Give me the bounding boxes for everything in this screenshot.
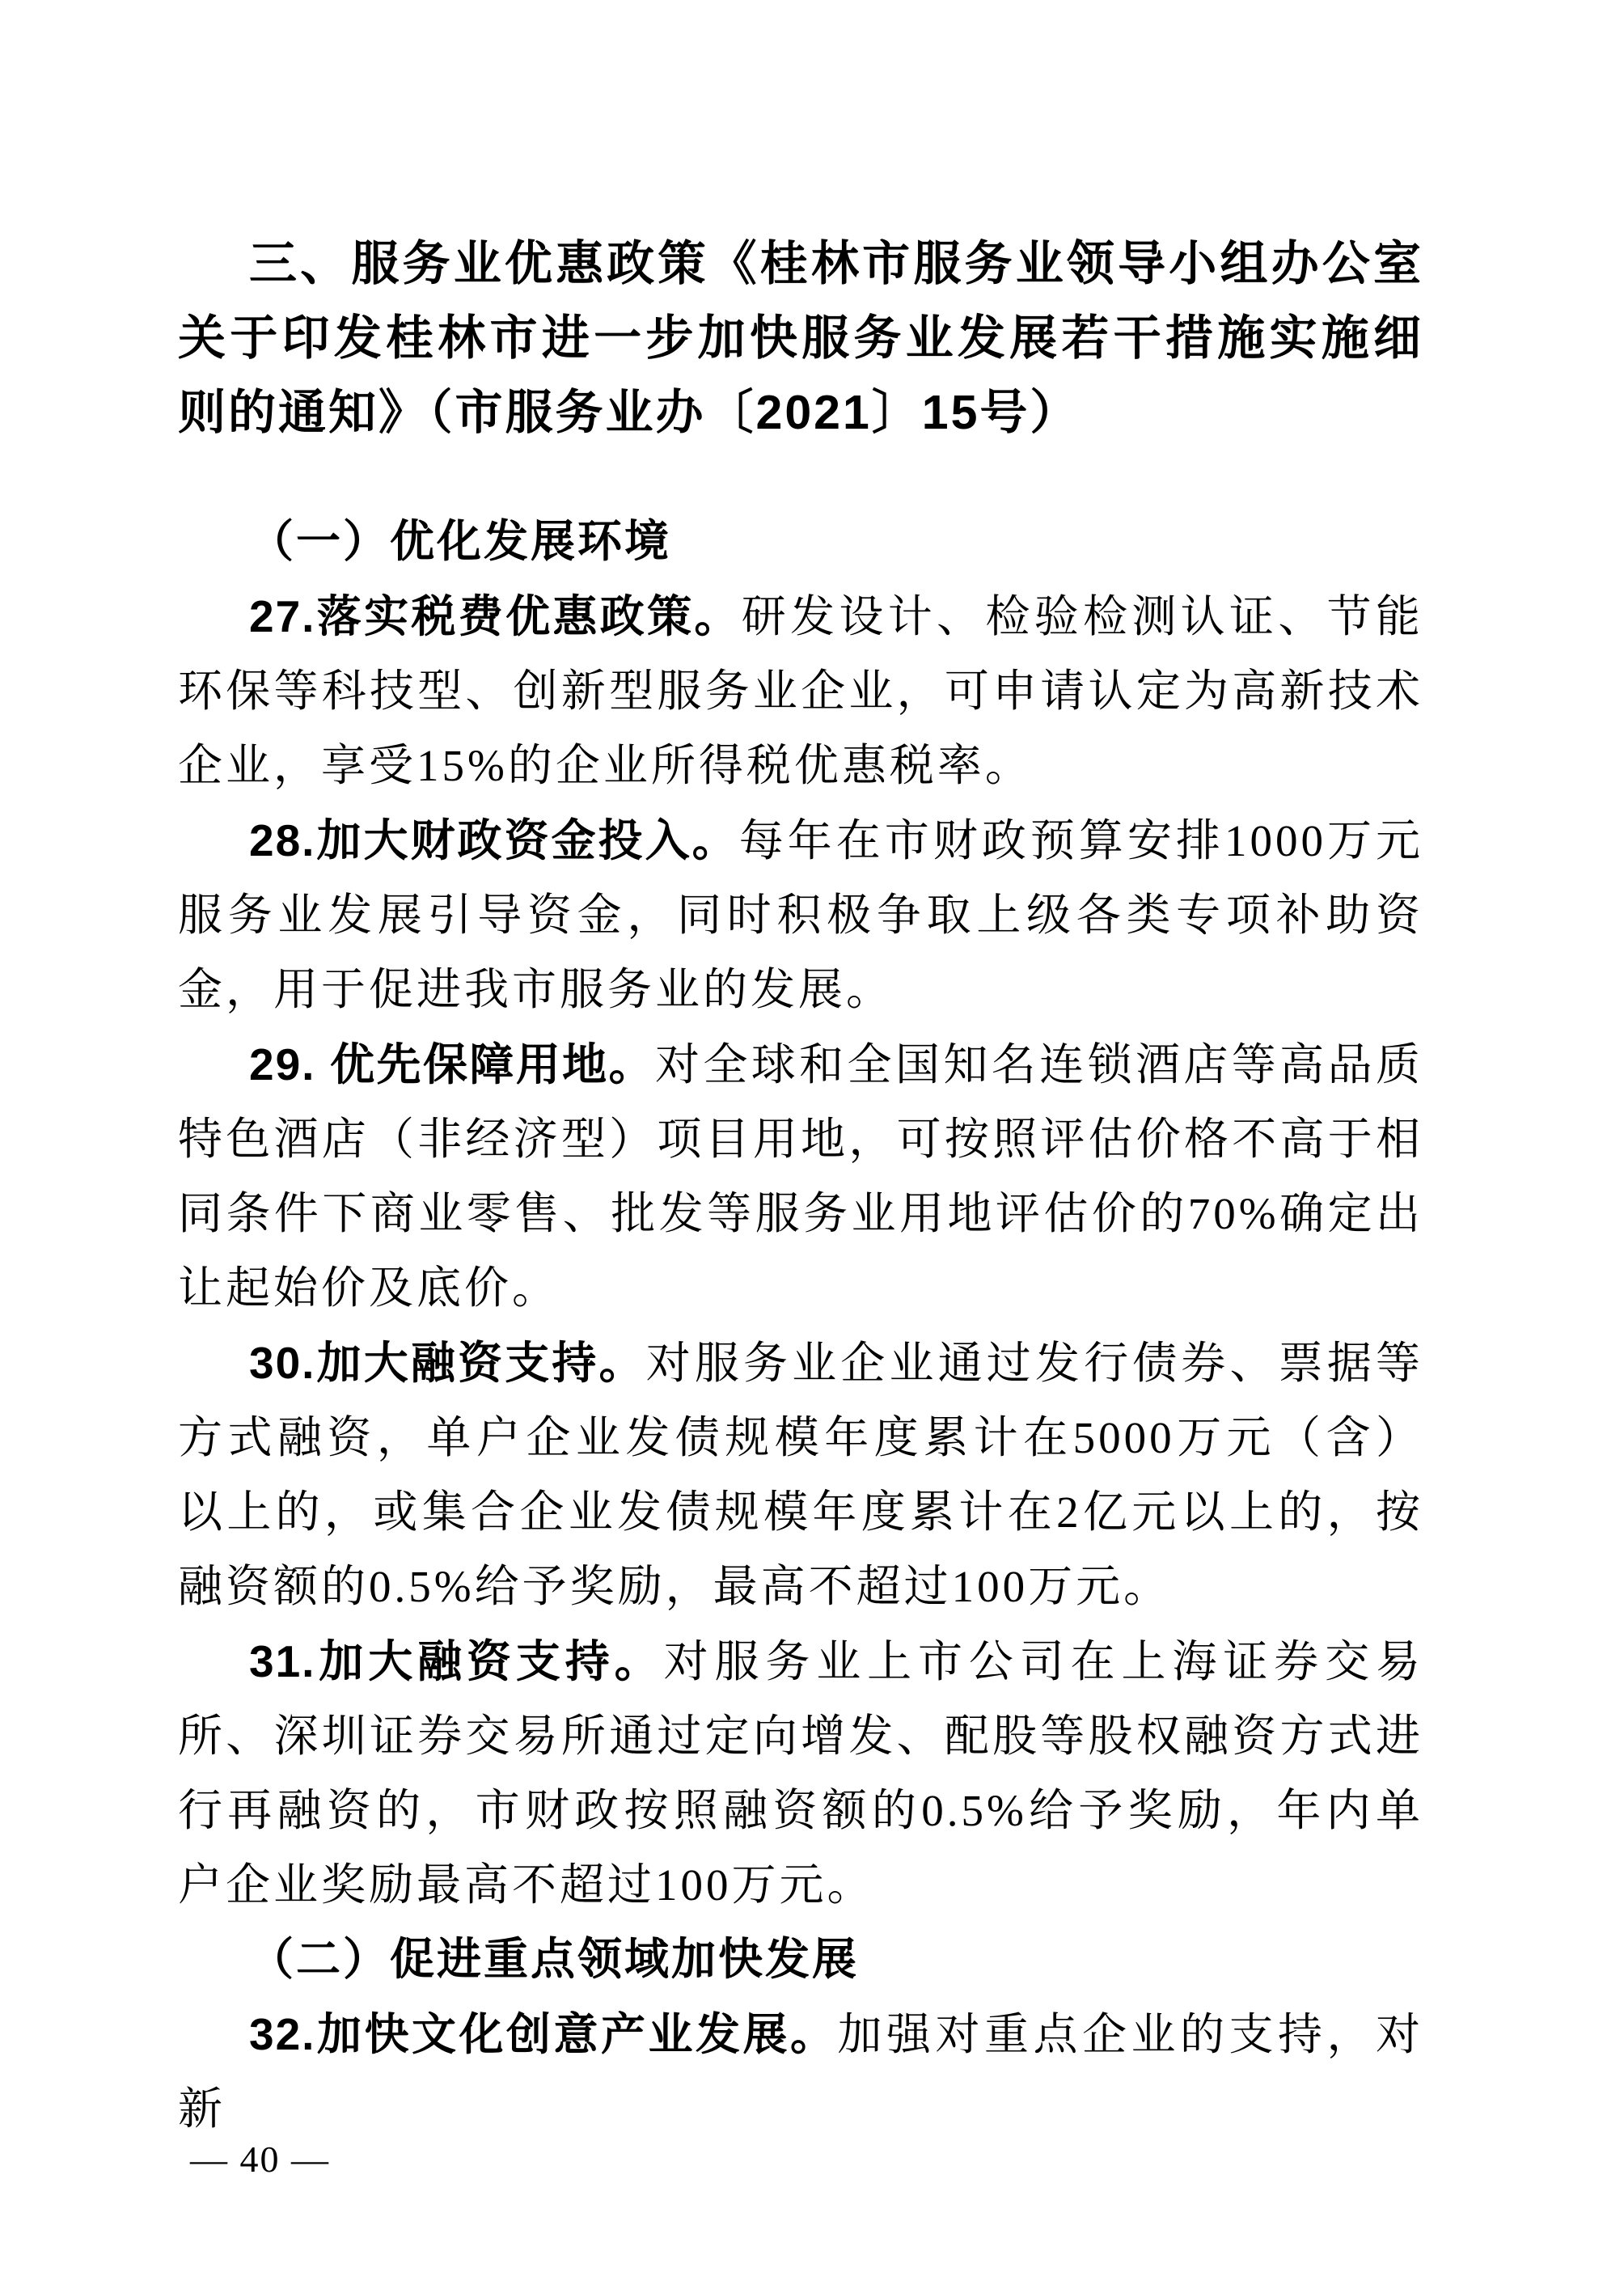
document-title: 三、服务业优惠政策《桂林市服务业领导小组办公室关于印发桂林市进一步加快服务业发展若干措施实施细则的通知》（市服务业办〔2021〕15号）: [178, 237, 1423, 439]
item-32-lead: 32.加快文化创意产业发展。: [249, 2009, 838, 2059]
item-28-text: 每年在市财政预算安排1000万元服务业发展引导资金，同时积极争取上级各类专项补助资金，用于促进我市服务业的发展。: [178, 816, 1423, 1014]
paragraph-item-30: [178, 1326, 1423, 1624]
item-30-text: 对服务业企业通过发行债券、票据等方式融资，单户企业发债规模年度累计在5000万元（含）以上的，或集合企业发债规模年度累计在2亿元以上的，按融资额的0.5%给予奖励，最高不超过100万元。: [178, 1339, 1423, 1611]
item-27-text: 研发设计、检验检测认证、节能环保等科技型、创新型服务业企业，可申请认定为高新技术企业，享受15%的企业所得税优惠税率。: [178, 592, 1423, 790]
paragraph-item-31: [178, 1624, 1423, 1923]
page-number: — 40 —: [190, 2139, 330, 2180]
item-31-lead: 31.加大融资支持。: [249, 1636, 664, 1686]
document-content: [178, 226, 1423, 2147]
item-29-text: 对全球和全国知名连锁酒店等高品质特色酒店（非经济型）项目用地，可按照评估价格不高于相同条件下商业零售、批发等服务业用地评估价的70%确定出让起始价及底价。: [178, 1040, 1423, 1313]
item-31-text: 对服务业上市公司在上海证券交易所、深圳证券交易所通过定向增发、配股等股权融资方式进行再融资的，市财政按照融资额的0.5%给予奖励，年内单户企业奖励最高不超过100万元。: [178, 1637, 1423, 1910]
paragraph-item-27: [178, 579, 1423, 803]
item-29-lead: 29. 优先保障用地。: [249, 1039, 655, 1089]
item-28-lead: 28.加大财政资金投入。: [249, 815, 739, 865]
paragraph-item-28: [178, 803, 1423, 1027]
item-32-text: 加强对重点企业的支持，对新: [178, 2010, 1423, 2134]
item-30-lead: 30.加大融资支持。: [249, 1338, 646, 1388]
section-heading-1: （一）优化发展环境: [249, 517, 672, 566]
paragraph-item-32: [178, 1997, 1423, 2147]
item-27-lead: 27.落实税费优惠政策。: [249, 591, 742, 641]
paragraph-item-29: [178, 1027, 1423, 1326]
section-heading-2: （二）促进重点领域加快发展: [249, 1935, 860, 1984]
